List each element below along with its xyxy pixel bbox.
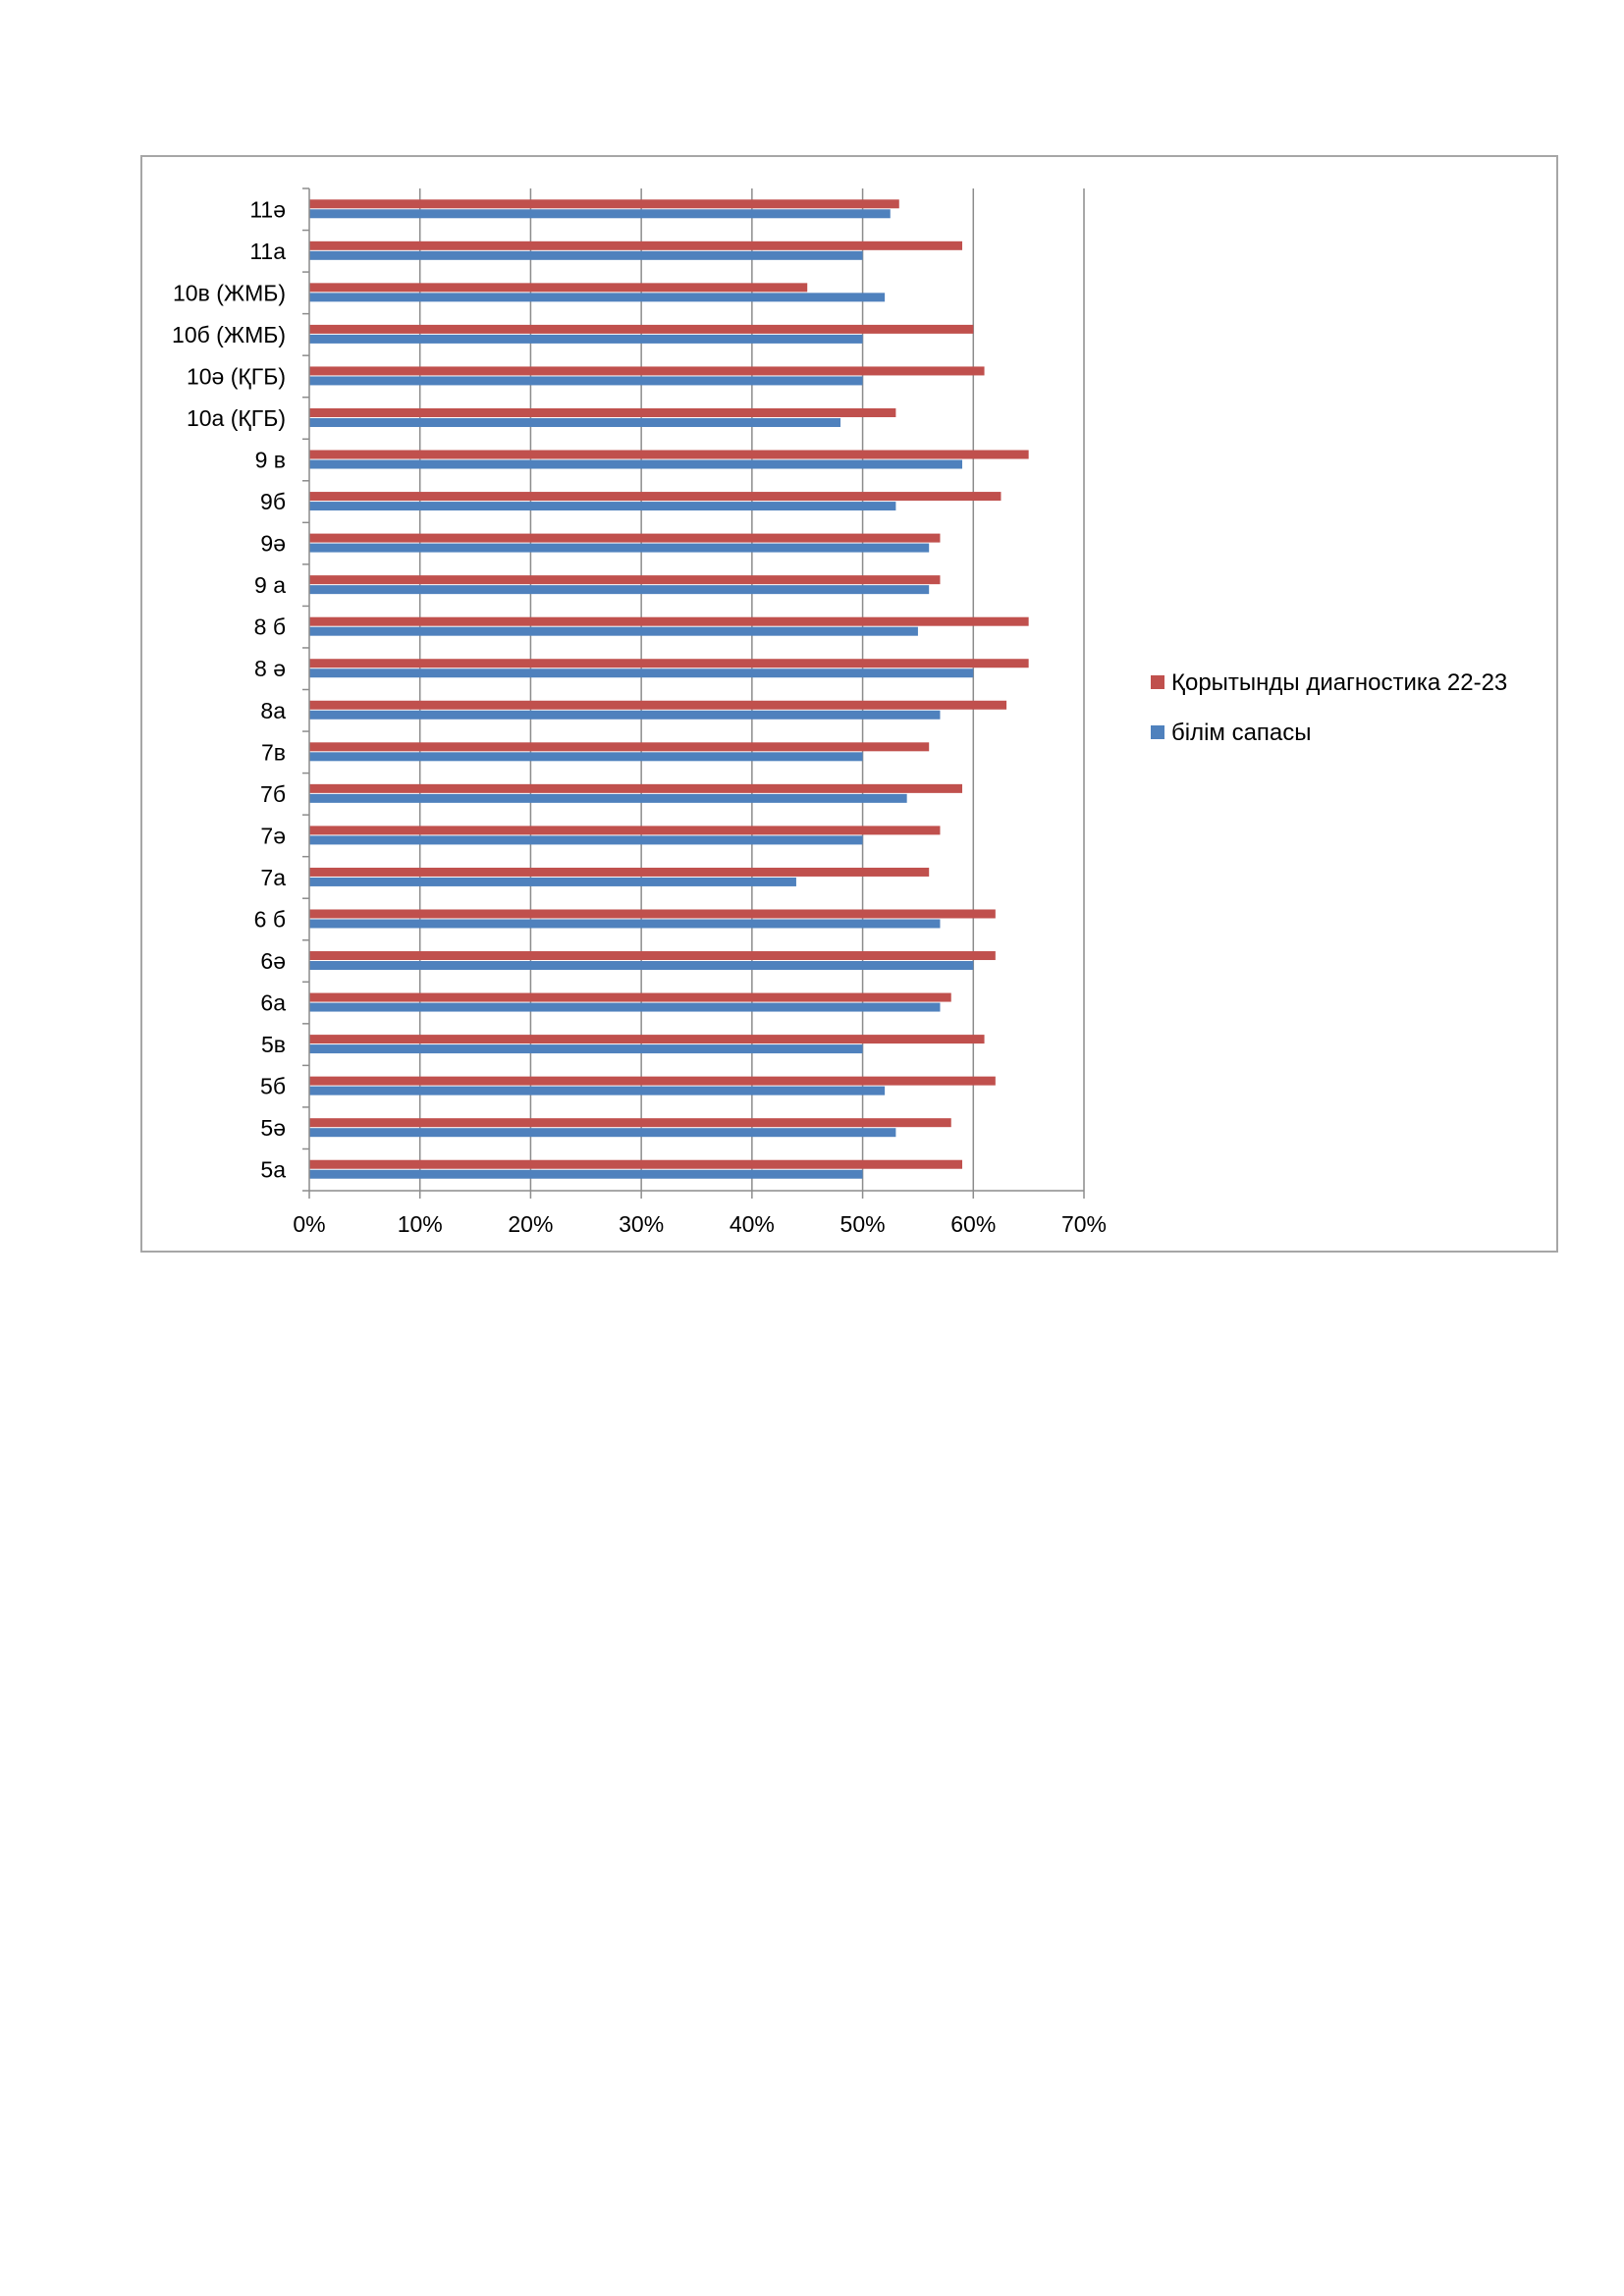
x-tick-label: 20% (508, 1211, 554, 1237)
bar-diagnostics (309, 325, 973, 334)
legend-label: Қорытынды диагностика 22-23 (1171, 669, 1508, 696)
bar-quality (309, 544, 929, 553)
category-label: 10в (ЖМБ) (173, 280, 286, 306)
bar-quality (309, 1087, 885, 1095)
bar-diagnostics (309, 366, 985, 375)
category-label: 5в (260, 1032, 286, 1058)
bar-diagnostics (309, 951, 996, 960)
category-label: 5ә (260, 1115, 286, 1142)
category-label: 7в (260, 739, 286, 766)
category-label: 7а (260, 864, 286, 890)
bar-quality (309, 835, 863, 844)
bar-quality (309, 794, 907, 803)
bar-diagnostics (309, 617, 1029, 626)
bar-quality (309, 919, 940, 928)
category-label: 8 б (253, 614, 286, 640)
legend-swatch (1151, 725, 1164, 739)
category-label: 11а (249, 238, 286, 264)
bar-diagnostics (309, 408, 895, 417)
legend-swatch (1151, 675, 1164, 689)
bar-diagnostics (309, 534, 940, 543)
bar-quality (309, 961, 973, 970)
legend (1151, 669, 1507, 746)
category-label: 9б (260, 489, 286, 515)
category-label: 10ә (ҚГБ) (186, 363, 286, 390)
bar-chart (142, 157, 1556, 1251)
bar-quality (309, 335, 863, 344)
bar-diagnostics (309, 283, 807, 292)
bar-quality (309, 585, 929, 594)
bar-quality (309, 293, 885, 301)
bar-diagnostics (309, 659, 1029, 667)
category-label: 9 в (254, 447, 286, 473)
bar-diagnostics (309, 909, 996, 918)
category-label: 6а (260, 989, 286, 1016)
bar-quality (309, 460, 962, 469)
category-label: 8 ә (254, 656, 286, 682)
category-label: 6ә (260, 948, 286, 975)
bar-diagnostics (309, 742, 929, 751)
x-tick-label: 60% (950, 1211, 997, 1237)
x-tick-label: 30% (619, 1211, 665, 1237)
bar-quality (309, 1003, 940, 1012)
bar-diagnostics (309, 451, 1029, 459)
x-tick-label: 40% (729, 1211, 775, 1237)
bar-diagnostics (309, 1077, 996, 1086)
bar-quality (309, 251, 863, 260)
bar-diagnostics (309, 199, 899, 208)
bar-diagnostics (309, 784, 962, 793)
bar-diagnostics (309, 868, 929, 877)
bar-diagnostics (309, 1160, 962, 1169)
bars (309, 199, 1029, 1178)
bar-diagnostics (309, 826, 940, 834)
x-tick-label: 0% (293, 1211, 326, 1237)
category-label: 6 б (253, 906, 286, 933)
bar-quality (309, 502, 895, 510)
bar-diagnostics (309, 1035, 985, 1043)
bar-quality (309, 376, 863, 385)
category-label: 8а (260, 697, 286, 723)
bar-quality (309, 418, 840, 427)
bar-quality (309, 1128, 895, 1137)
x-tick-label: 70% (1060, 1211, 1108, 1237)
bar-quality (309, 711, 940, 720)
bar-quality (309, 878, 796, 886)
bar-diagnostics (309, 241, 962, 250)
category-label: 10б (ЖМБ) (172, 321, 286, 347)
bar-quality (309, 752, 863, 761)
category-label: 11ә (249, 196, 286, 223)
category-label: 9 а (254, 572, 286, 599)
category-label: 10а (ҚГБ) (186, 404, 286, 431)
bar-diagnostics (309, 1118, 951, 1127)
bar-quality (309, 668, 973, 677)
bar-quality (309, 627, 918, 636)
bar-quality (309, 209, 891, 218)
category-label: 7б (260, 780, 286, 807)
legend-label: білім сапасы (1171, 720, 1312, 746)
category-label: 7ә (260, 823, 286, 849)
bar-diagnostics (309, 993, 951, 1002)
x-tick-label: 10% (397, 1211, 443, 1237)
bar-diagnostics (309, 701, 1006, 710)
bar-diagnostics (309, 492, 1001, 501)
category-label: 5б (260, 1073, 286, 1099)
x-tick-label: 50% (839, 1211, 886, 1237)
category-label: 5а (260, 1156, 286, 1183)
bar-diagnostics (309, 575, 940, 584)
bar-quality (309, 1170, 863, 1179)
bar-quality (309, 1044, 863, 1053)
chart-frame (140, 155, 1558, 1253)
category-label: 9ә (260, 530, 286, 557)
